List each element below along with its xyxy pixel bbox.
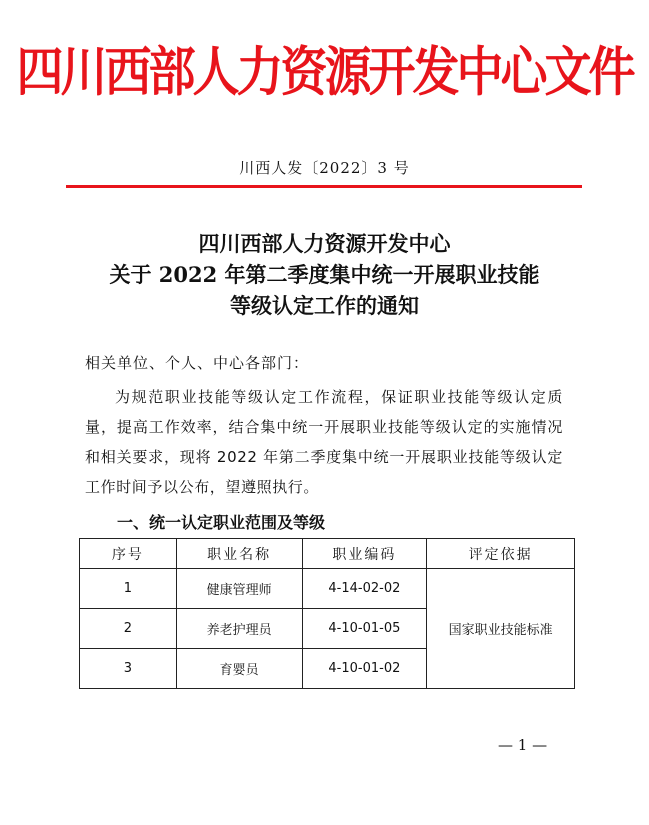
row-occupation-code: 4-10-01-05 [302,609,427,649]
body-paragraph: 为规范职业技能等级认定工作流程，保证职业技能等级认定质量，提高工作效率，结合集中统一开展职业技能等级认定的实施情况和相关要求，现将 2022 年第二季度集中统一开展职业技能等级认定工作时间予以公布，望遵照执行。 [85,388,563,496]
row-index: 1 [80,569,177,609]
page-number: — 1 — [498,736,548,754]
salutation: 相关单位、个人、中心各部门： [85,354,310,372]
header-divider [66,185,582,188]
row-occupation-code: 4-10-01-02 [302,649,427,689]
row-index: 2 [80,609,177,649]
row-occupation-name: 健康管理师 [176,569,302,609]
column-header-code: 职业编码 [302,539,427,569]
document-number: 川西人发〔2022〕3 号 [239,159,410,177]
column-header-index: 序号 [80,539,177,569]
table-header-row [80,539,575,569]
occupation-table [79,538,575,689]
row-occupation-name: 养老护理员 [176,609,302,649]
row-occupation-name: 育婴员 [176,649,302,689]
column-header-name: 职业名称 [176,539,302,569]
row-occupation-code: 4-14-02-02 [302,569,427,609]
row-basis: 国家职业技能标准 [427,569,575,689]
section-heading: 一、统一认定职业范围及等级 [117,513,326,532]
notice-title-line: 四川西部人力资源开发中心 [198,231,451,256]
document-header-title: 四川西部人力资源开发中心文件 [16,41,633,104]
notice-title-line: 关于 2022 年第二季度集中统一开展职业技能 [109,262,540,287]
row-index: 3 [80,649,177,689]
notice-title [0,228,649,321]
column-header-basis: 评定依据 [427,539,575,569]
table-row [80,569,575,609]
notice-title-line: 等级认定工作的通知 [230,293,419,318]
